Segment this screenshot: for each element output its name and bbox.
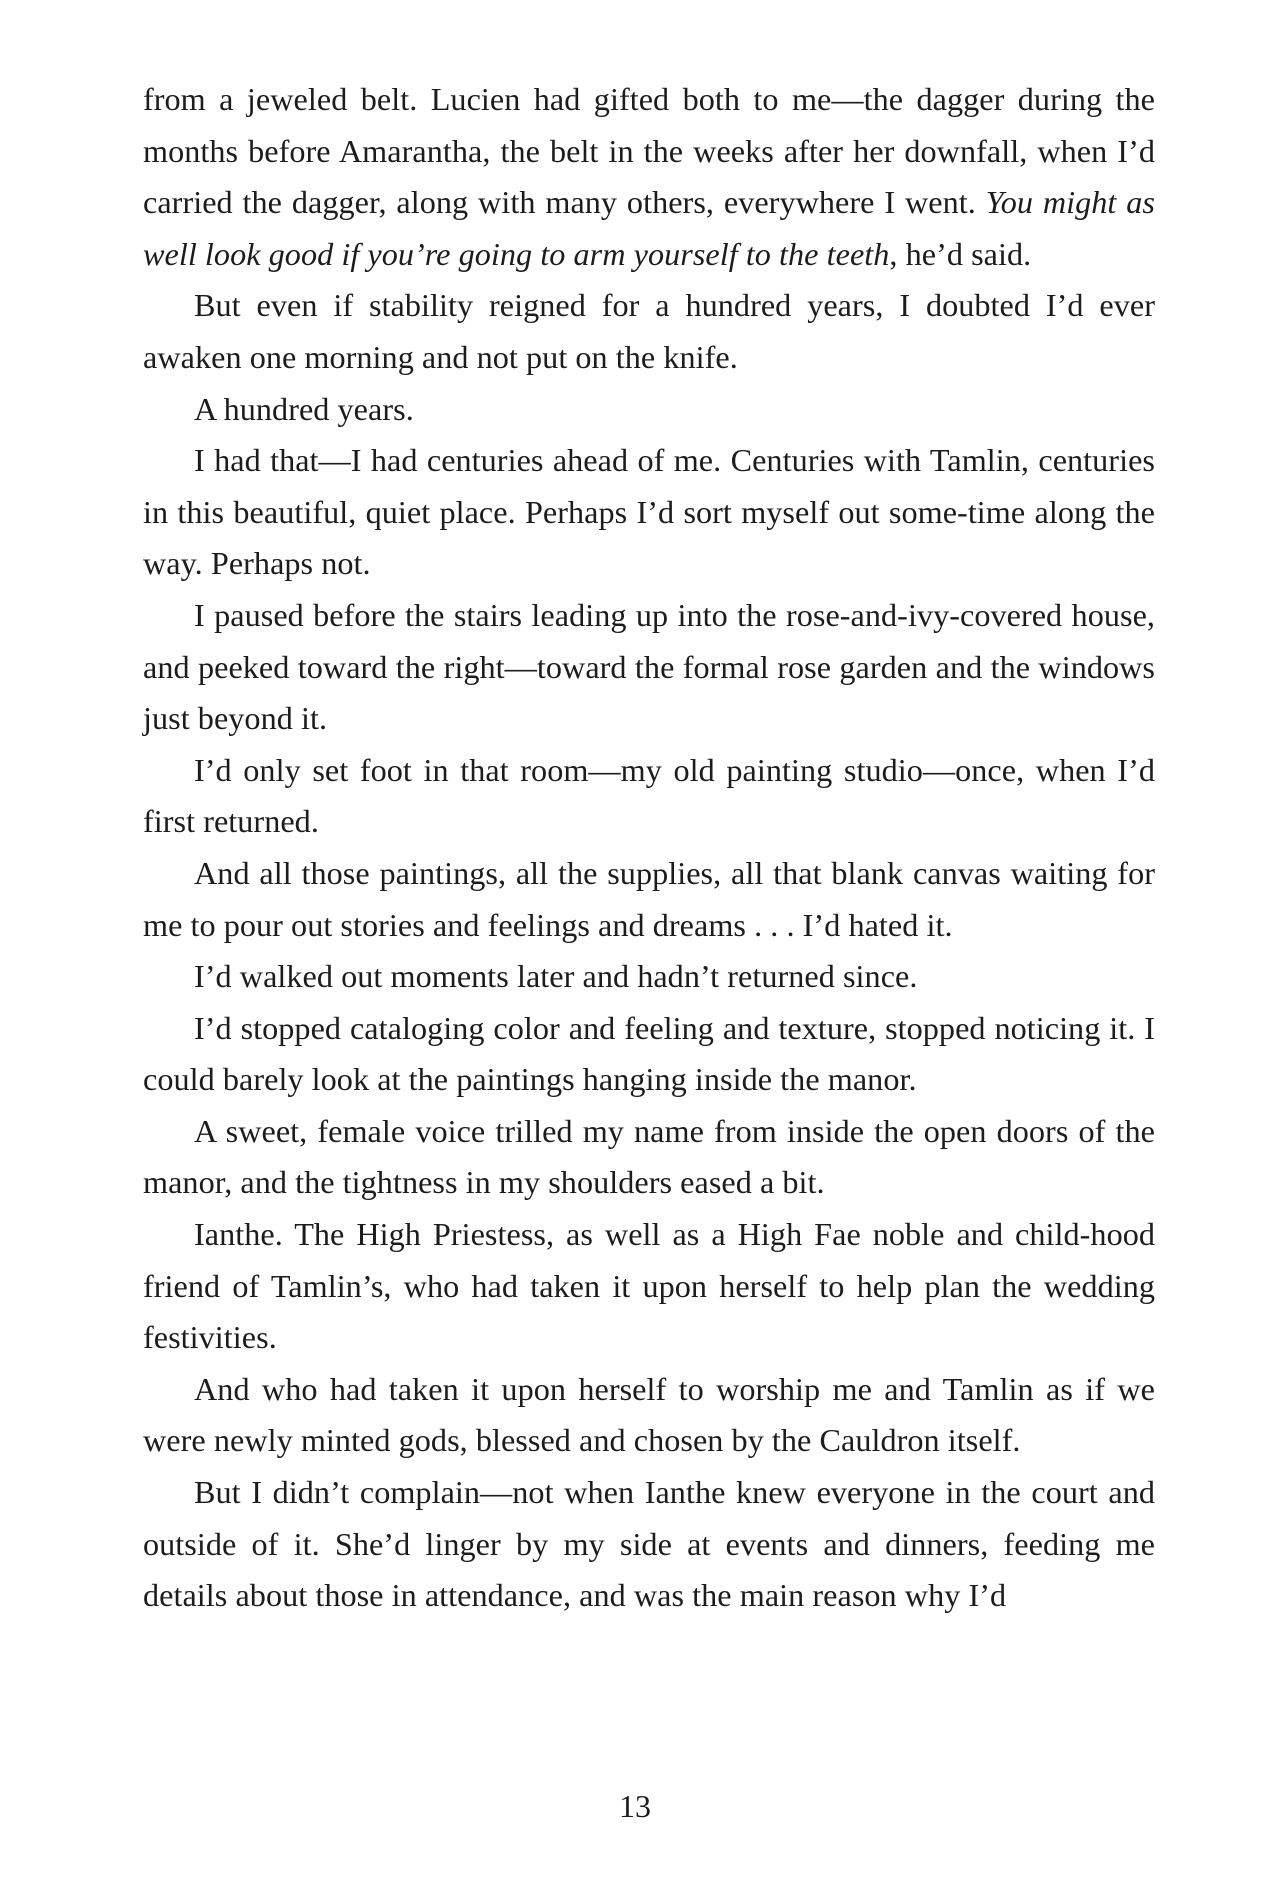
- paragraph: And who had taken it upon herself to worship me and Tamlin as if we were newly minted gods, blessed and chosen by the Cauldron itself.: [143, 1370, 1155, 1459]
- body-text: [143, 74, 1155, 1622]
- page-number: 13: [619, 1788, 651, 1824]
- paragraph: A sweet, female voice trilled my name from inside the open doors of the manor, and the tightness in my shoulders eased a bit.: [143, 1112, 1155, 1201]
- paragraph-text: from a jeweled belt. Lucien had gifted both to me—the dagger during the months before Amarantha, the belt in the weeks after her downfall, when I’d carried the dagger, along with many others, everywhere I went.: [143, 81, 1155, 221]
- paragraph: [143, 74, 1155, 280]
- paragraph: And all those paintings, all the supplies, all that blank canvas waiting for me to pour out stories and feelings and dreams . . . I’d hated it.: [143, 854, 1155, 943]
- paragraph: I had that—I had centuries ahead of me. Centuries with Tamlin, centuries in this beautiful, quiet place. Perhaps I’d sort myself out some-time along the way. Perhaps not.: [143, 442, 1155, 582]
- paragraph: I’d walked out moments later and hadn’t returned since.: [194, 958, 918, 995]
- paragraph: A hundred years.: [194, 390, 414, 427]
- paragraph: But even if stability reigned for a hundred years, I doubted I’d ever awaken one morning and not put on the knife.: [143, 287, 1155, 375]
- italic-quote: You might as well look good if you’re going to arm yourself to the teeth: [143, 184, 1156, 272]
- paragraph-text: , he’d said.: [889, 235, 1032, 272]
- paragraph: I’d stopped cataloging color and feeling and texture, stopped noticing it. I could barely look at the paintings hanging inside the manor.: [143, 1009, 1155, 1098]
- paragraph: But I didn’t complain—not when Ianthe knew everyone in the court and outside of it. She’d linger by my side at events and dinners, feeding me details about those in attendance, and was the main reason why I’d: [143, 1474, 1155, 1614]
- paragraph: I’d only set foot in that room—my old painting studio—once, when I’d first returned.: [143, 751, 1155, 840]
- paragraph: Ianthe. The High Priestess, as well as a High Fae noble and child-hood friend of Tamlin’s, who had taken it upon herself to help plan the wedding festivities.: [143, 1216, 1155, 1356]
- paragraph: I paused before the stairs leading up into the rose-and-ivy-covered house, and peeked toward the right—toward the formal rose garden and the windows just beyond it.: [143, 596, 1155, 737]
